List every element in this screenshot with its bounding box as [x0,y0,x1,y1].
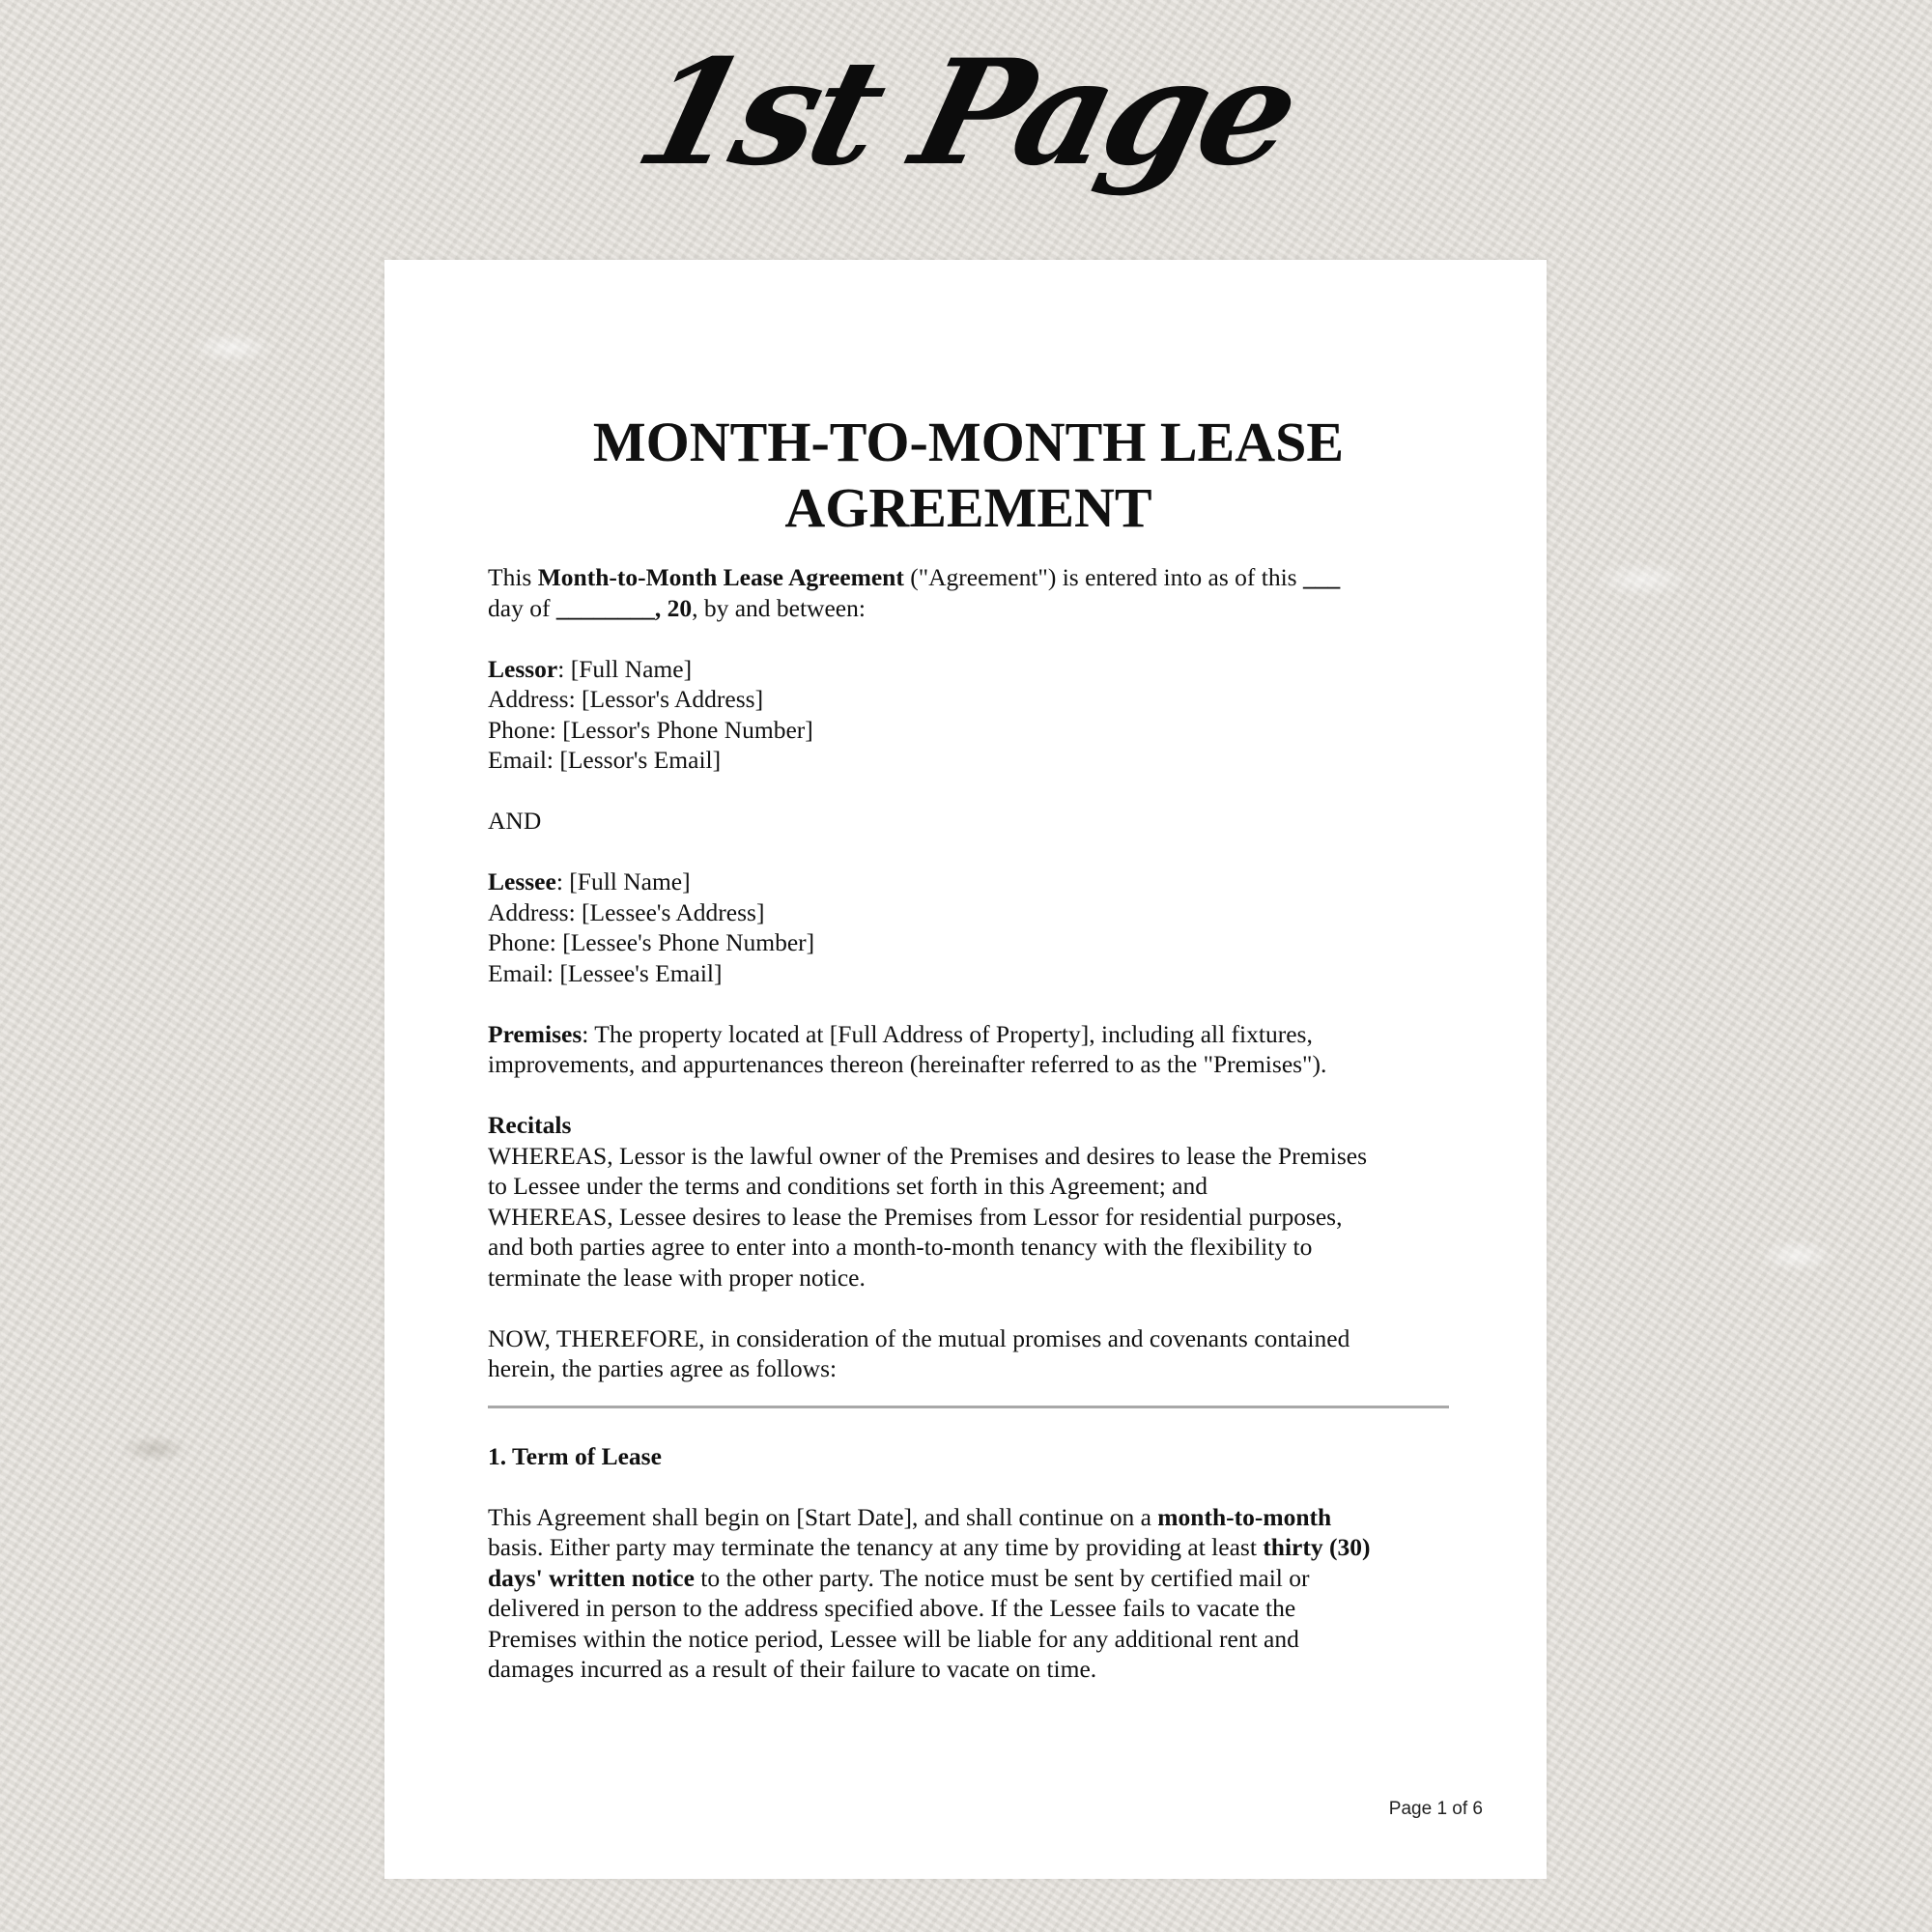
recitals-block [488,1110,1449,1293]
section-1-line [488,1563,1449,1594]
notice-type: days' written notice [488,1563,695,1592]
lessor-name: : [Full Name] [557,654,693,683]
and-separator: AND [488,807,542,835]
tenancy-type: month-to-month [1157,1502,1332,1531]
lessor-block [488,654,1449,776]
premises-line-1 [488,1019,1449,1050]
day-blank: ___ [1302,563,1341,591]
intro-text: ("Agreement") is entered into as of this [903,563,1303,591]
premises-label: Premises [488,1019,582,1048]
lessor-address: Address: [Lessor's Address] [488,685,764,713]
section-1-line: delivered in person to the address specified above. If the Lessee fails to vacate the [488,1594,1296,1622]
section-1-line: Premises within the notice period, Lessee will be liable for any additional rent and [488,1624,1299,1653]
lessee-label: Lessee [488,867,556,895]
lessee-email: Email: [Lessee's Email] [488,958,723,987]
recitals-line: terminate the lease with proper notice. [488,1263,866,1292]
section-1-line [488,1532,1449,1563]
intro-text: day of [488,593,556,622]
section-1-text: basis. Either party may terminate the tenancy at any time by providing at least [488,1533,1264,1561]
premises-block [488,1019,1449,1080]
lessee-block [488,867,1449,988]
document-title-line-2: AGREEMENT [784,476,1152,539]
recitals-heading-text: Recitals [488,1111,572,1139]
document-page [384,260,1547,1879]
section-divider [488,1406,1449,1408]
lessor-name-line [488,654,1449,685]
page-number: Page 1 of 6 [1388,1799,1483,1819]
recitals-line: and both parties agree to enter into a month-to-month tenancy with the flexibility to [488,1233,1313,1261]
lessee-name-line [488,867,1449,897]
section-1-line: damages incurred as a result of their failure to vacate on time. [488,1655,1097,1683]
document-title [488,410,1449,541]
premises-line-2: improvements, and appurtenances thereon (hereinafter referred to as the "Premises"). [488,1050,1327,1078]
recitals-heading [488,1110,1449,1141]
lessor-phone: Phone: [Lessor's Phone Number] [488,715,813,744]
intro-line-2 [488,593,1449,624]
therefore-line-2: herein, the parties agree as follows: [488,1354,838,1382]
lessor-label: Lessor [488,654,558,683]
premises-text: : The property located at [Full Address of Property], including all fixtures, [582,1019,1313,1048]
section-1-text: to the other party. The notice must be sent by certified mail or [694,1563,1310,1592]
recitals-line: WHEREAS, Lessor is the lawful owner of the Premises and desires to lease the Premises [488,1141,1368,1170]
intro-paragraph [488,562,1449,623]
section-1-text: This Agreement shall begin on [Start Date], and shall continue on a [488,1502,1158,1531]
recitals-line: WHEREAS, Lessee desires to lease the Premises from Lessor for residential purposes, [488,1202,1343,1231]
intro-text: This [488,563,538,591]
intro-text: , by and between: [692,593,866,622]
lessee-address: Address: [Lessee's Address] [488,897,765,926]
document-title-line-1: MONTH-TO-MONTH LEASE [592,411,1345,473]
lessor-email: Email: [Lessor's Email] [488,746,722,774]
document-content [488,410,1449,1685]
therefore-block [488,1323,1449,1384]
intro-line-1 [488,562,1449,593]
lessee-name: : [Full Name] [555,867,691,895]
agreement-name: Month-to-Month Lease Agreement [537,563,904,591]
banner-title: 1st Page [621,28,1311,198]
lessee-phone: Phone: [Lessee's Phone Number] [488,928,815,956]
section-1-heading: 1. Term of Lease [488,1441,662,1470]
notice-days: thirty (30) [1263,1533,1371,1561]
section-1-line [488,1502,1449,1533]
therefore-line-1: NOW, THEREFORE, in consideration of the mutual promises and covenants contained [488,1323,1350,1352]
recitals-line: to Lessee under the terms and conditions set forth in this Agreement; and [488,1172,1208,1200]
month-year-blank: ________, 20 [555,593,693,622]
section-1-body [488,1502,1449,1685]
